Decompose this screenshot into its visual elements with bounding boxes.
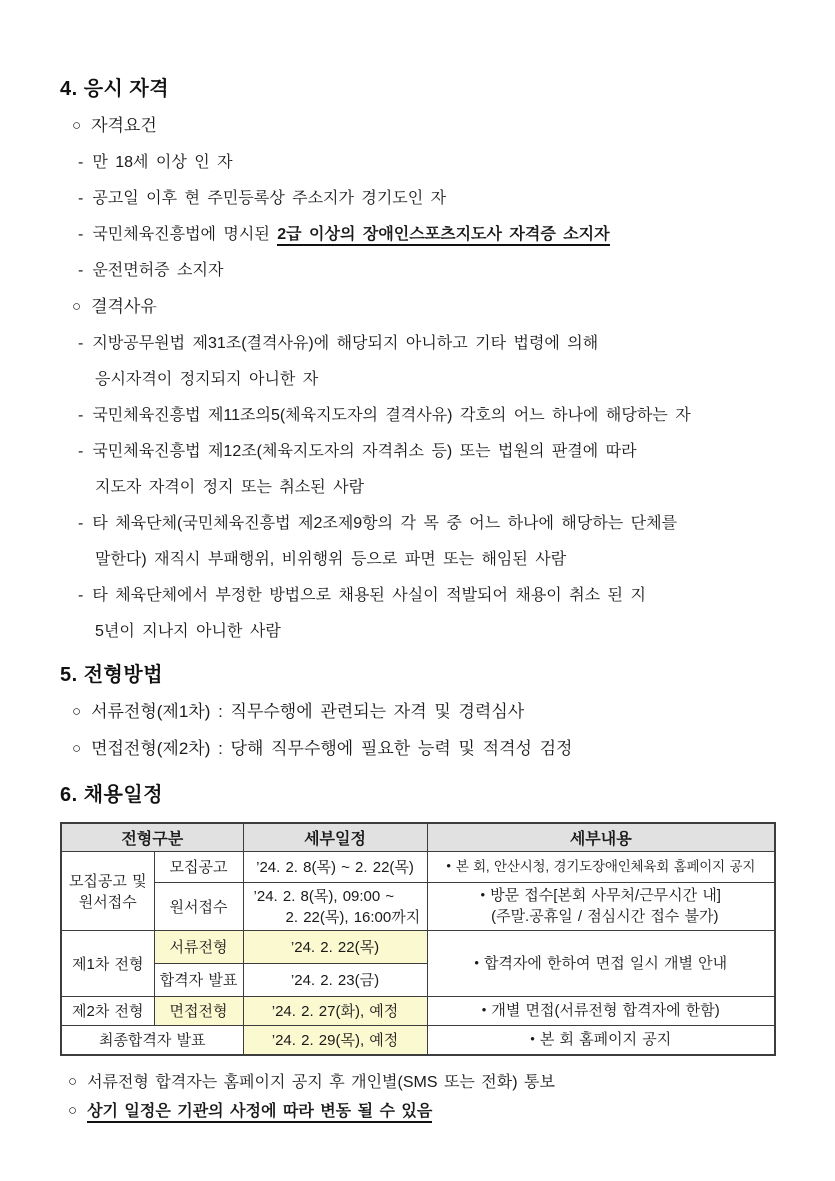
section-4-heading: 4. 응시 자격 xyxy=(60,78,170,100)
cell-sub-pass-announcement: 합격자 발표 xyxy=(154,963,243,996)
qualification-item xyxy=(60,253,777,289)
header-cell-detail: 세부내용 xyxy=(427,823,775,851)
dash-bullet: - xyxy=(78,262,84,279)
qualification-item-text: 만 18세 이상 인 자 xyxy=(92,154,233,171)
dash-bullet: - xyxy=(78,154,84,171)
cell-detail-first-round: • 합격자에 한하여 면접 일시 개별 안내 xyxy=(427,930,775,996)
selection-method-item xyxy=(60,694,777,731)
circle-bullet: ○ xyxy=(72,703,82,720)
cell-detail-notice: • 본 회, 안산시청, 경기도장애인체육회 홈페이지 공지 xyxy=(427,851,775,882)
qualification-title: 자격요건 xyxy=(91,116,157,135)
disqualification-item-text: 국민체육진흥법 제11조의5(체육지도자의 결격사유) 각호의 어느 하나에 해당하는 자 xyxy=(92,407,691,424)
dash-bullet: - xyxy=(78,443,84,460)
disqualification-item-continuation: 지도자 자격이 정지 또는 취소된 사람 xyxy=(95,479,365,496)
cell-sub-document-screening: 서류전형 xyxy=(154,930,243,963)
disqualification-item xyxy=(60,326,777,362)
circle-bullet: ○ xyxy=(72,298,82,315)
disqualification-title: 결격사유 xyxy=(91,297,157,316)
dot-bullet: • xyxy=(474,954,479,970)
note-text-emphasized: 상기 일정은 기관의 사정에 따라 변동 될 수 있음 xyxy=(87,1103,432,1123)
disqualification-item xyxy=(60,506,777,542)
disqualification-item xyxy=(60,434,777,470)
disqualification-item-continuation: 말한다) 재직시 부패행위, 비위행위 등으로 파면 또는 해임된 사람 xyxy=(95,551,567,568)
selection-method-item xyxy=(60,731,777,768)
dot-bullet: • xyxy=(480,887,486,902)
disqualification-title-line xyxy=(60,289,777,326)
header-cell-schedule: 세부일정 xyxy=(243,823,427,851)
cell-schedule-pass-announcement: ’24. 2. 23(금) xyxy=(243,963,427,996)
cell-schedule-document-screening: ’24. 2. 22(목) xyxy=(243,930,427,963)
qualification-item xyxy=(60,145,777,181)
dash-bullet: - xyxy=(78,190,84,207)
cell-detail-interview: • 개별 면접(서류전형 합격자에 한함) xyxy=(427,996,775,1025)
qualification-item-text: 운전면허증 소지자 xyxy=(92,262,224,279)
circle-bullet: ○ xyxy=(72,117,82,134)
cell-group-final-pass: 최종합격자 발표 xyxy=(61,1025,243,1055)
cell-sub-application: 원서접수 xyxy=(154,882,243,930)
dash-bullet: - xyxy=(78,407,84,424)
cell-schedule-final-pass: ’24. 2. 29(목), 예정 xyxy=(243,1025,427,1055)
table-row xyxy=(61,882,775,930)
header-cell-category: 전형구분 xyxy=(61,823,243,851)
table-row xyxy=(61,1025,775,1055)
disqualification-item-text: 타 체육단체(국민체육진흥법 제2조제9항의 각 목 중 어느 하나에 해당하는 단체를 xyxy=(92,515,678,532)
table-row xyxy=(61,930,775,963)
dash-bullet: - xyxy=(78,515,84,532)
cell-schedule-interview: ’24. 2. 27(화), 예정 xyxy=(243,996,427,1025)
dash-bullet: - xyxy=(78,335,84,352)
dot-bullet: • xyxy=(481,1002,487,1017)
selection-method-text: 면접전형(제2차) : 당해 직무수행에 필요한 능력 및 적격성 검정 xyxy=(91,739,573,758)
table-row xyxy=(61,996,775,1025)
qualification-item-text: 공고일 이후 현 주민등록상 주소지가 경기도인 자 xyxy=(92,190,447,207)
cell-detail-final-pass: • 본 회 홈페이지 공지 xyxy=(427,1025,775,1055)
table-row xyxy=(61,851,775,882)
disqualification-item-text: 국민체육진흥법 제12조(체육지도자의 자격취소 등) 또는 법원의 판결에 따라 xyxy=(92,443,637,460)
disqualification-item-text: 지방공무원법 제31조(결격사유)에 해당되지 아니하고 기타 법령에 의해 xyxy=(92,335,599,352)
qualification-item xyxy=(60,181,777,217)
disqualification-item xyxy=(60,398,777,434)
disqualification-item-continuation: 응시자격이 정지되지 아니한 자 xyxy=(95,371,319,388)
circle-bullet: ○ xyxy=(68,1073,78,1090)
cell-sub-notice: 모집공고 xyxy=(154,851,243,882)
schedule-table xyxy=(60,822,776,1056)
cell-schedule-application: ’24. 2. 8(목), 09:00 ~ 2. 22(목), 16:00까지 xyxy=(243,882,427,930)
dash-bullet: - xyxy=(78,587,84,604)
note-text: 서류전형 합격자는 홈페이지 공지 후 개인별(SMS 또는 전화) 통보 xyxy=(87,1074,555,1091)
dash-bullet: - xyxy=(78,226,84,243)
cell-group-recruit: 모집공고 및 원서접수 xyxy=(61,851,154,930)
table-header-row xyxy=(61,823,775,851)
note-line xyxy=(60,1068,777,1097)
item-prefix: 국민체육진흥법에 명시된 xyxy=(92,226,278,243)
qualification-item-text xyxy=(92,226,609,246)
footer-notes xyxy=(60,1068,777,1126)
disqualification-item-text: 타 체육단체에서 부정한 방법으로 채용된 사실이 적발되어 채용이 취소 된 지 xyxy=(92,587,646,604)
note-line xyxy=(60,1097,777,1126)
dot-bullet: • xyxy=(446,858,451,873)
selection-method-list xyxy=(60,694,777,768)
qualification-section xyxy=(60,108,777,650)
dot-bullet: • xyxy=(530,1031,535,1047)
circle-bullet: ○ xyxy=(68,1102,78,1119)
disqualification-item-continuation: 5년이 지나지 아니한 사람 xyxy=(95,623,281,640)
circle-bullet: ○ xyxy=(72,740,82,757)
cell-group-second-round: 제2차 전형 xyxy=(61,996,154,1025)
cell-detail-application: • 방문 접수[본회 사무처/근무시간 내] (주말.공휴일 / 점심시간 접수 불가) xyxy=(427,882,775,930)
qualification-title-line xyxy=(60,108,777,145)
selection-method-text: 서류전형(제1차) : 직무수행에 관련되는 자격 및 경력심사 xyxy=(91,702,525,721)
emphasized-text: 2급 이상의 장애인스포츠지도사 자격증 소지자 xyxy=(277,226,609,246)
cell-schedule-notice: ’24. 2. 8(목) ~ 2. 22(목) xyxy=(243,851,427,882)
cell-sub-interview: 면접전형 xyxy=(154,996,243,1025)
section-6-heading: 6. 채용일정 xyxy=(60,784,164,806)
section-5-heading: 5. 전형방법 xyxy=(60,664,164,686)
qualification-item xyxy=(60,217,777,253)
cell-group-first-round: 제1차 전형 xyxy=(61,930,154,996)
disqualification-item xyxy=(60,578,777,614)
